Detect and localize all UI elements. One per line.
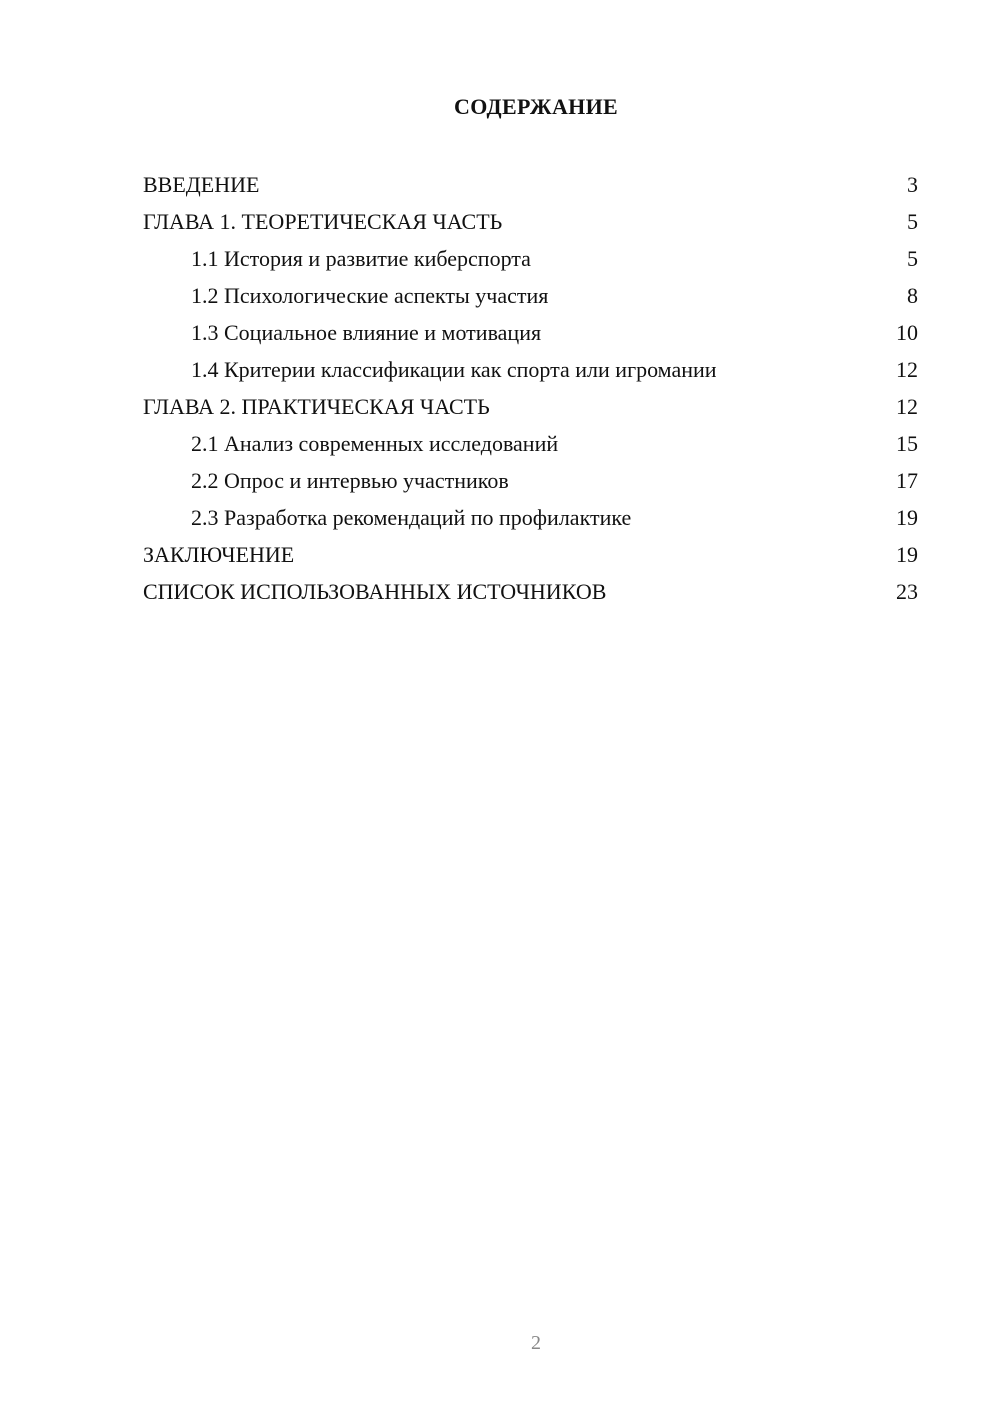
toc-entry-label: 2.1 Анализ современных исследований xyxy=(191,431,559,456)
toc-entry-references[interactable] xyxy=(143,573,918,610)
toc-entry-section-1-2[interactable] xyxy=(143,277,918,314)
toc-entry-page: 12 xyxy=(896,357,918,382)
toc-entry-page: 5 xyxy=(907,209,918,234)
toc-entry-page: 12 xyxy=(896,394,918,419)
toc-entry-page: 5 xyxy=(907,246,918,271)
toc-entry-section-2-2[interactable] xyxy=(143,462,918,499)
toc-entry-label: 2.3 Разработка рекомендаций по профилактике xyxy=(191,505,632,530)
toc-entry-page: 3 xyxy=(907,172,918,197)
toc-entry-label: 1.4 Критерии классификации как спорта или игромании xyxy=(191,357,717,382)
toc-entry-label: 2.2 Опрос и интервью участников xyxy=(191,468,509,493)
toc-entry-chapter-2[interactable] xyxy=(143,388,918,425)
toc-list xyxy=(143,166,918,610)
toc-entry-section-1-3[interactable] xyxy=(143,314,918,351)
toc-entry-label: ВВЕДЕНИЕ xyxy=(143,172,260,197)
toc-entry-label: 1.3 Социальное влияние и мотивация xyxy=(191,320,542,345)
toc-entry-page: 15 xyxy=(896,431,918,456)
toc-entry-conclusion[interactable] xyxy=(143,536,918,573)
toc-entry-label: ЗАКЛЮЧЕНИЕ xyxy=(143,542,295,567)
toc-entry-page: 19 xyxy=(896,542,918,567)
toc-entry-label: ГЛАВА 1. ТЕОРЕТИЧЕСКАЯ ЧАСТЬ xyxy=(143,209,503,234)
toc-entry-page: 10 xyxy=(896,320,918,345)
toc-entry-introduction[interactable] xyxy=(143,166,918,203)
page-number: 2 xyxy=(531,1332,541,1354)
toc-entry-label: СПИСОК ИСПОЛЬЗОВАННЫХ ИСТОЧНИКОВ xyxy=(143,579,607,604)
toc-entry-chapter-1[interactable] xyxy=(143,203,918,240)
toc-title: СОДЕРЖАНИЕ xyxy=(454,94,618,119)
toc-entry-page: 17 xyxy=(896,468,918,493)
toc-entry-page: 23 xyxy=(896,579,918,604)
toc-entry-page: 19 xyxy=(896,505,918,530)
toc-entry-section-2-3[interactable] xyxy=(143,499,918,536)
toc-entry-page: 8 xyxy=(907,283,918,308)
toc-entry-section-1-1[interactable] xyxy=(143,240,918,277)
toc-entry-label: ГЛАВА 2. ПРАКТИЧЕСКАЯ ЧАСТЬ xyxy=(143,394,490,419)
toc-entry-label: 1.2 Психологические аспекты участия xyxy=(191,283,549,308)
toc-entry-label: 1.1 История и развитие киберспорта xyxy=(191,246,531,271)
toc-entry-section-2-1[interactable] xyxy=(143,425,918,462)
toc-entry-section-1-4[interactable] xyxy=(143,351,918,388)
